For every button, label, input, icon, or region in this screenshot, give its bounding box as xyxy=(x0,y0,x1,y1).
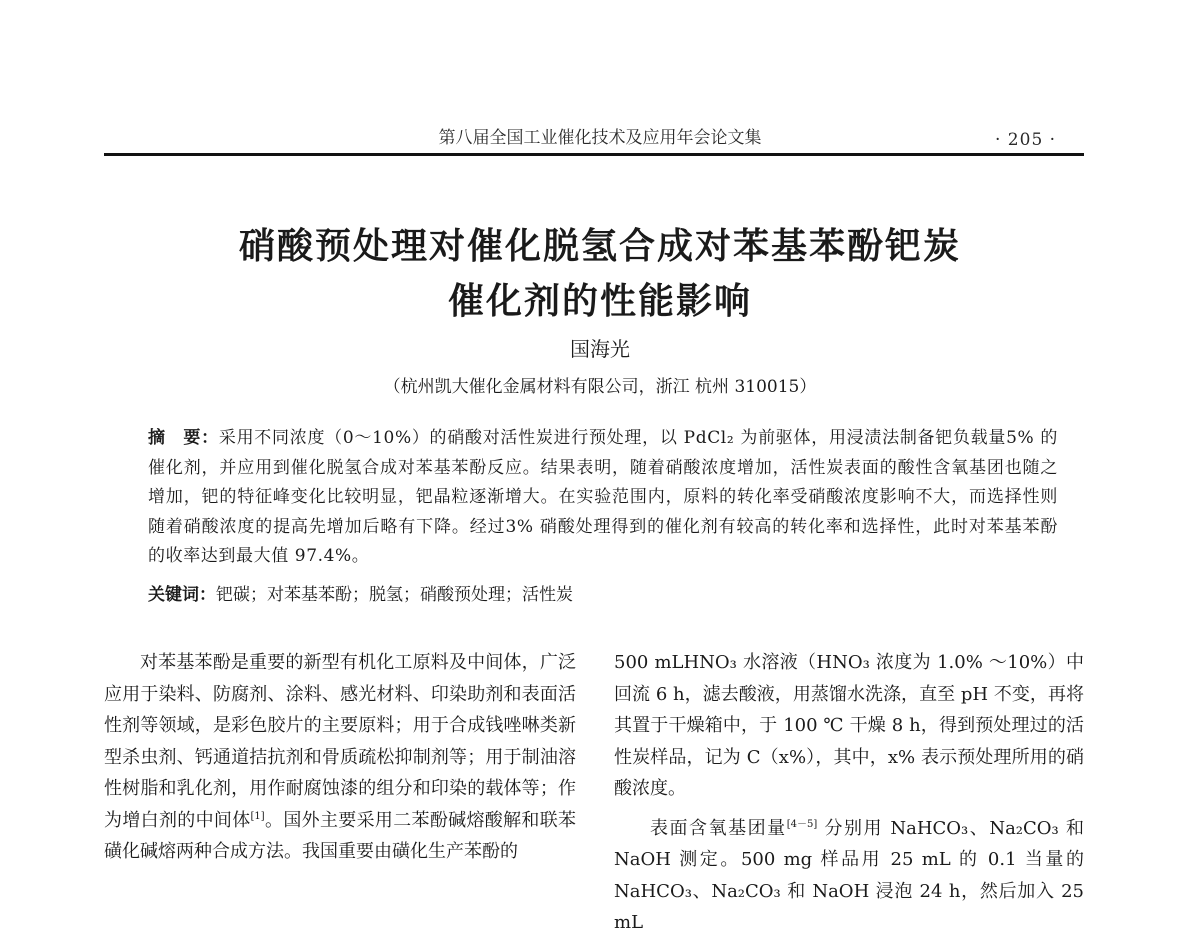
abstract xyxy=(148,424,1058,572)
paragraph-text: 分别用 NaHCO₃、Na₂CO₃ 和 NaOH 测定。500 mg 样品用 25 mL 的 0.1 当量的 NaHCO₃、Na₂CO₃ 和 NaOH 浸泡 24 h，然后加入 25 mL xyxy=(614,817,1085,933)
citation: [4－5] xyxy=(786,818,818,830)
abstract-label: 摘 要： xyxy=(148,428,219,448)
keywords xyxy=(148,580,1058,605)
paragraph xyxy=(104,647,576,868)
body-column-right xyxy=(614,647,1084,939)
body-column-left xyxy=(104,647,576,868)
paper-title-line-2: 催化剂的性能影响 xyxy=(447,281,752,322)
paper-title-line-1: 硝酸预处理对催化脱氢合成对苯基苯酚钯炭 xyxy=(238,226,961,267)
paragraph-text: 表面含氧基团量 xyxy=(650,817,787,839)
paragraph-text: 对苯基苯酚是重要的新型有机化工原料及中间体，广泛应用于染料、防腐剂、涂料、感光材料、印染助剂和表面活性剂等领域，是彩色胶片的主要原料；用于合成钱唑啉类新型杀虫剂、钙通道拮抗剂和骨质疏松抑制剂等；用于制油溶性树脂和乳化剂，用作耐腐蚀漆的组分和印染的载体等；作为增白剂的中间体 xyxy=(104,652,576,831)
paragraph-text: 。国外主要采用二苯酚碱熔酸解和联苯磺化碱熔两种合成方法。我国重要由磺化生产苯酚的 xyxy=(104,809,577,862)
page-number: · 205 · xyxy=(995,130,1057,150)
paragraph: 500 mLHNO₃ 水溶液（HNO₃ 浓度为 1.0% ～10%）中回流 6 h，滤去酸液，用蒸馏水洗涤，直至 pH 不变，再将其置于干燥箱中，于 100 ℃ 干燥 8 h，得到预处理过的活性炭样品，记为 C（x%），其中，x% 表示预处理所用的硝酸浓度。 xyxy=(614,652,1084,799)
keywords-label: 关键词： xyxy=(148,585,216,605)
citation: [1] xyxy=(250,810,265,822)
running-header-title: 第八届全国工业催化技术及应用年会论文集 xyxy=(438,128,762,148)
abstract-text: 采用不同浓度（0～10%）的硝酸对活性炭进行预处理，以 PdCl₂ 为前驱体，用浸渍法制备钯负载量5% 的催化剂，并应用到催化脱氢合成对苯基苯酚反应。结果表明，随着硝酸浓度增加，活性炭表面的酸性含氧基团也随之增加，钯的特征峰变化比较明显，钯晶粒逐渐增大。在实验范围内，原料的转化率受硝酸浓度影响不大，而选择性则随着硝酸浓度的提高先增加后略有下降。经过3% 硝酸处理得到的催化剂有较高的转化率和选择性，此时对苯基苯酚的收率达到最大值 97.4%。 xyxy=(148,428,1058,566)
affiliation: （杭州凯大催化金属材料有限公司，浙江 杭州 310015） xyxy=(383,377,817,397)
keywords-text: 钯碳；对苯基苯酚；脱氢；硝酸预处理；活性炭 xyxy=(216,585,573,605)
author-name: 国海光 xyxy=(570,337,630,361)
paragraph xyxy=(614,813,1084,939)
header-rule xyxy=(104,153,1084,156)
